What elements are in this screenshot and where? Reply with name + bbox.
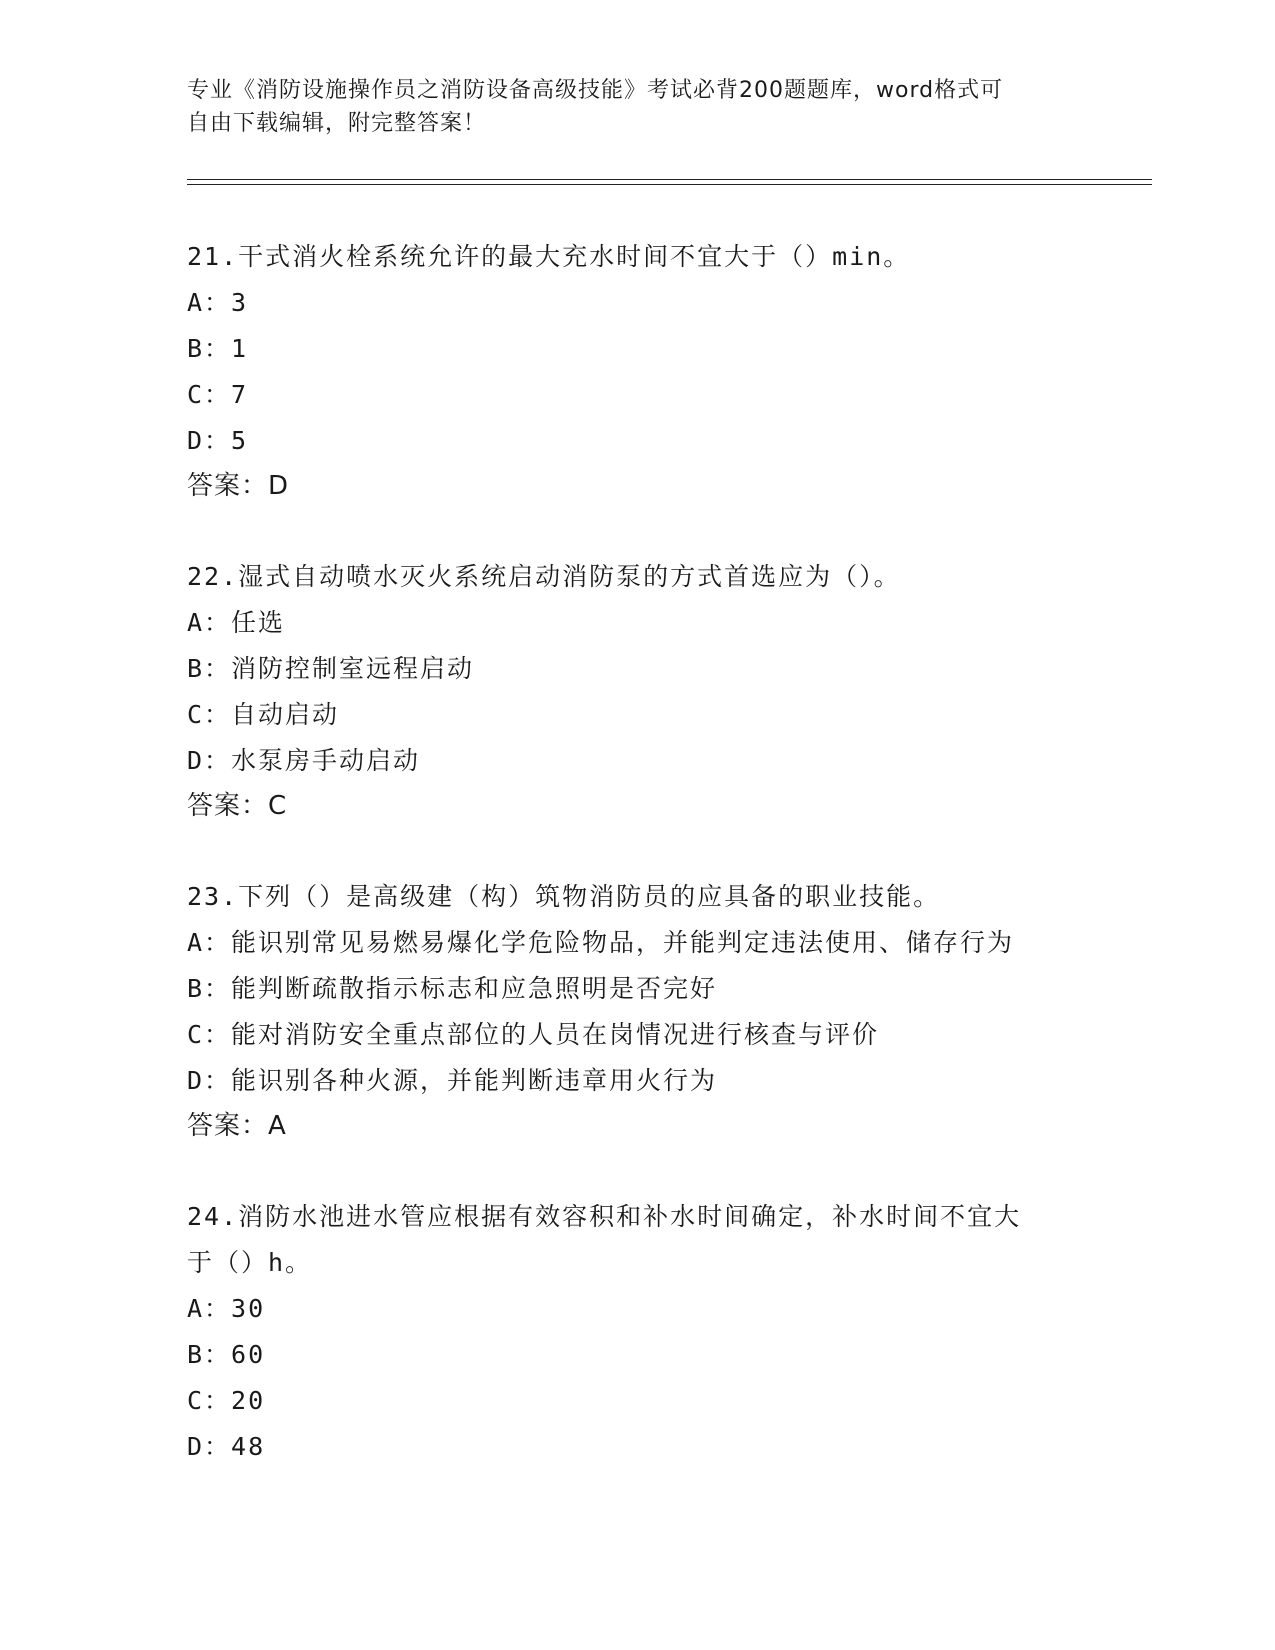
question-21 xyxy=(187,234,1087,508)
option-b: B：60 xyxy=(187,1340,266,1369)
option-d: D：48 xyxy=(187,1432,266,1461)
option-a: A：任选 xyxy=(187,608,286,637)
question-23 xyxy=(187,874,1087,1148)
option-b: B：能判断疏散指示标志和应急照明是否完好 xyxy=(187,974,718,1003)
question-stem: 23.下列（）是高级建（构）筑物消防员的应具备的职业技能。 xyxy=(187,882,941,911)
question-stem-line-2: 于（）h。 xyxy=(187,1248,313,1277)
option-d: D：水泵房手动启动 xyxy=(187,746,421,775)
document-header xyxy=(187,74,1087,140)
option-c: C：能对消防安全重点部位的人员在岗情况进行核查与评价 xyxy=(187,1020,880,1049)
header-line-1: 专业《消防设施操作员之消防设备高级技能》考试必背200题题库，word格式可 xyxy=(187,78,1004,103)
question-22 xyxy=(187,554,1087,828)
question-stem: 21.干式消火栓系统允许的最大充水时间不宜大于（）min。 xyxy=(187,242,911,271)
question-stem-line-1: 24.消防水池进水管应根据有效容积和补水时间确定，补水时间不宜大 xyxy=(187,1202,1022,1231)
header-divider-bottom xyxy=(187,184,1152,185)
option-c: C：20 xyxy=(187,1386,266,1415)
option-d: D：能识别各种火源，并能判断违章用火行为 xyxy=(187,1066,718,1095)
option-a: A：30 xyxy=(187,1294,266,1323)
option-a: A：能识别常见易燃易爆化学危险物品，并能判定违法使用、储存行为 xyxy=(187,928,1015,957)
option-c: C：自动启动 xyxy=(187,700,340,729)
option-b: B：消防控制室远程启动 xyxy=(187,654,475,683)
option-c: C：7 xyxy=(187,380,249,409)
question-24 xyxy=(187,1194,1087,1470)
option-b: B：1 xyxy=(187,334,249,363)
question-stem: 22.湿式自动喷水灭火系统启动消防泵的方式首选应为（）。 xyxy=(187,562,901,591)
header-divider-top xyxy=(187,179,1152,180)
option-a: A：3 xyxy=(187,288,249,317)
header-line-2: 自由下载编辑，附完整答案！ xyxy=(187,111,487,136)
answer-line: 答案：A xyxy=(187,1111,287,1141)
option-d: D：5 xyxy=(187,426,249,455)
answer-line: 答案：D xyxy=(187,471,290,501)
answer-line: 答案：C xyxy=(187,791,288,821)
